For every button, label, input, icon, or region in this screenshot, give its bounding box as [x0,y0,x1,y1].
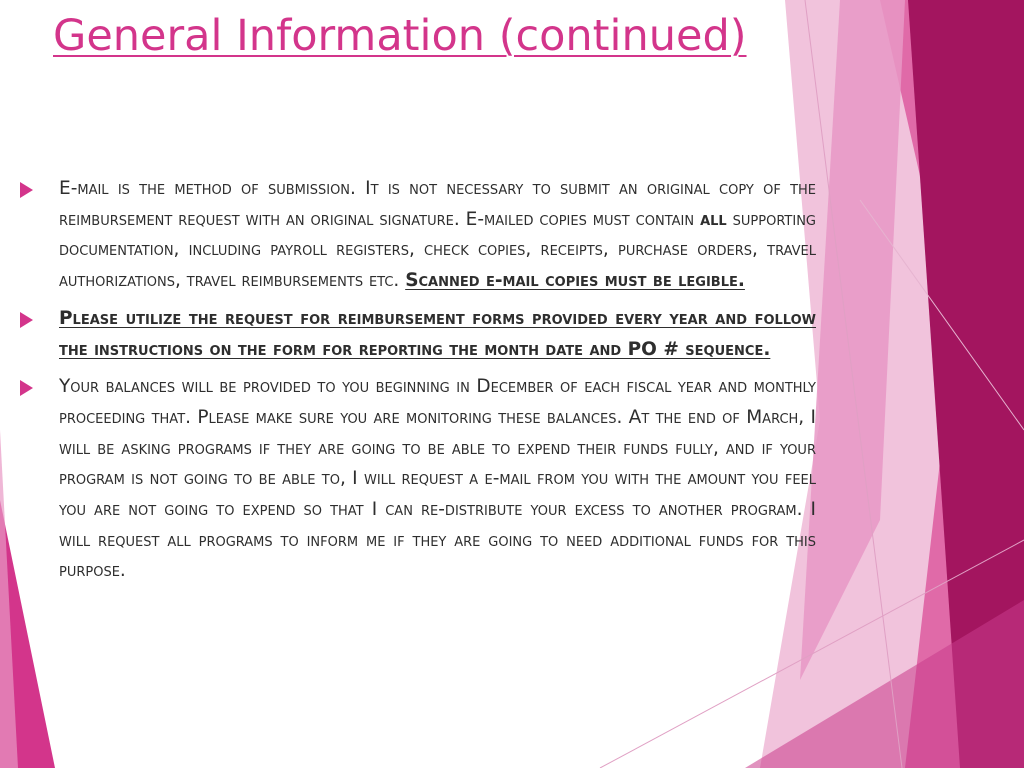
emphasis-underlined-text: Scanned e-mail copies must be legible. [405,270,745,292]
bullet-text: E-mail is the method of submission. It is not necessary to submit an original copy of the reimbursement request with an original signature. E-mailed copies must contain [59,178,816,230]
emphasis-text: all [700,208,727,230]
list-item-balances [20,372,816,587]
triangle-right-icon [20,312,33,328]
bullet-text: supporting documentation, including payroll registers, check copies, receipts, purchase orders, travel authorizations, travel reimbursements etc. [59,208,816,292]
bullet-text: Your balances will be provided to you beginning in December of each fiscal year and monthly proceeding that. Please make sure you are monitoring these balances. At the end of March, I will be asking programs if they are going to be able to expend their funds fully, and if your program is not going to be able to, I will request a e-mail from you with the amount you feel you are not going to expend so that I can re-distribute your excess to another program. I will request all programs to inform me if they are going to need additional funds for this purpose. [59,376,816,582]
triangle-right-icon [20,380,33,396]
triangle-right-icon [20,182,33,198]
list-item-email-submission [20,174,816,297]
list-item-reimbursement-forms [20,304,816,365]
bullet-list [20,174,816,594]
emphasis-underlined-text: Please utilize the request for reimbursement forms provided every year and follow the instructions on the form for reporting the month date and PO # sequence. [59,307,816,360]
page-title: General Information (continued) [53,11,747,61]
